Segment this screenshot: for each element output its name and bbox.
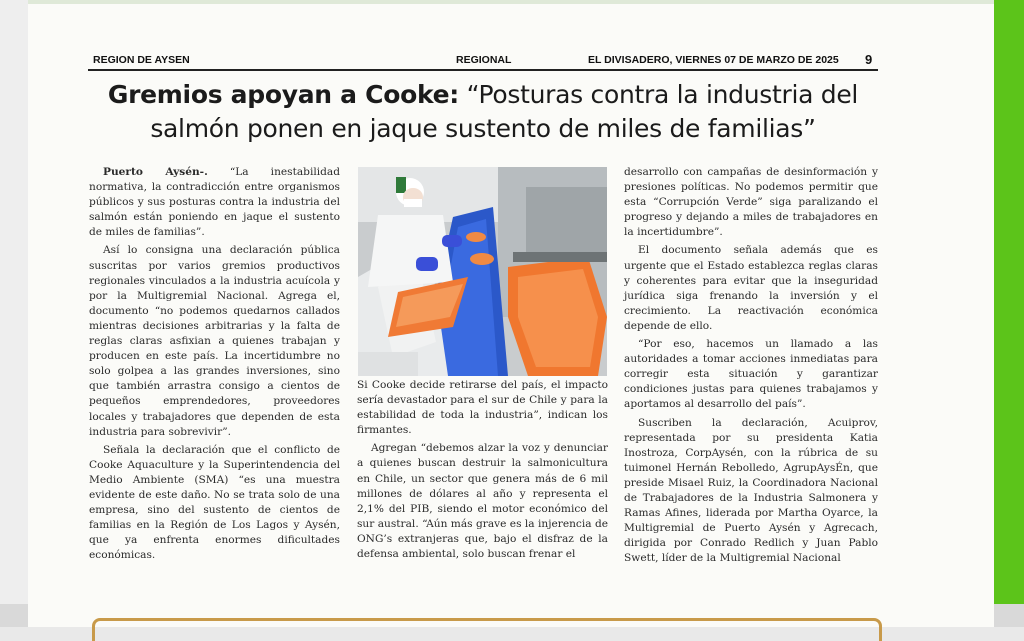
article-column-3 [624,165,878,569]
headline-quote: “Posturas contra la industria del salmón ponen en jaque sustento de miles de familias” [150,80,859,143]
section-left: REGION DE AYSEN [93,54,190,66]
col3-paragraph-0: desarrollo con campañas de desinformación y presiones políticas. No podemos permitir que esta “Corrupción Verde” siga paralizando el progreso y dejando a miles de trabajadores en la incertidumbre”. [624,166,878,239]
col1-paragraph-3: Señala la declaración que el conflicto de Cooke Aquaculture y la Superintendencia del Medio Ambiente (SMA) “es una muestra evidente de este daño. No se trata solo de una empresa, sino del sustento de cientos de familias en la Región de Los Lagos y Aysén, que ya enfrenta enormes dificultades económicas. [89,443,340,562]
right-green-border [994,0,1024,627]
salmon-processing-photo [358,167,607,376]
publication-date: EL DIVISADERO, VIERNES 07 DE MARZO DE 2025 [588,54,839,66]
page-number: 9 [865,52,873,67]
col2-paragraph-1: Si Cooke decide retirarse del país, el impacto sería devastador para el sur de Chile y para la estabilidad de toda la industria”, indican los firmantes. [357,379,608,437]
col3-paragraph-1: El documento señala además que es urgente que el Estado establezca reglas claras y coherentes para evitar que la inseguridad jurídica siga frenando la inversión y el crecimiento. La reactivación económica depende de ello. [624,244,878,332]
col1-paragraph-2: Así lo consigna una declaración pública suscritas por varios gremios productivos regionales vinculados a la industria acuícola y por la Multigremial Nacional. Agrega el, documento “no podemos quedarnos callados mientras decisiones arbitrarias y la falta de reglas claras asfixian a quienes trabajan y producen en este país. La incertidumbre no solo golpea a las grandes inversiones, sino que también arrastra consigo a cientos de pequeños emprendedores, proveedores locales y trabajadores que dependen de esta industria para sobrevivir”. [89,244,340,438]
col2-paragraph-2: Agregan “debemos alzar la voz y denunciar a quienes buscan destruir la salmonicultura en Chile, un sector que genera más de 6 mil millones de dólares al año y representa el 2,1% del PIB, siendo el motor económico del sur austral. “Aún más grave es la injerencia de ONG’s extranjeras que, bajo el disfraz de la defensa ambiental, solo buscan frenar el [357,442,608,561]
section-center: REGIONAL [456,54,512,66]
col3-paragraph-2: “Por eso, hacemos un llamado a las autoridades a tomar acciones inmediatas para corregir esta situación y garantizar condiciones justas para quienes trabajamos y aportamos al desarrollo del país”. [624,338,878,411]
article-column-1 [89,165,340,566]
article-column-2 [357,378,608,565]
top-edge [28,0,994,4]
col1-paragraph-1: “La inestabilidad normativa, la contradicción entre organismos públicos y sus posturas contra la industria del salmón están poniendo en jaque el sustento de miles de familias”. [89,166,340,239]
col3-paragraph-3: Suscriben la declaración, Acuiprov, representada por su presidenta Katia Inostroza, CorpAysén, con la rúbrica de su tuimonel Hernán Rebolledo, AgrupAysÉn, que preside Misael Ruiz, la Coordinadora Nacional de Trabajadores de la Industria Salmonera y Ramas Afines, liderada por Martha Oyarce, la Multigremial de Puerto Aysén y Agrecach, dirigida por Conrado Redlich y Juan Pablo Swett, líder de la Multigremial Nacional [624,416,878,565]
headline-lead: Gremios apoyan a Cooke: [107,80,459,109]
left-margin [0,0,28,627]
dateline: Puerto Aysén-. [103,166,208,178]
bottom-box-frame [92,618,882,641]
header-rule [88,69,878,71]
headline [88,78,878,146]
page-header [88,52,878,68]
